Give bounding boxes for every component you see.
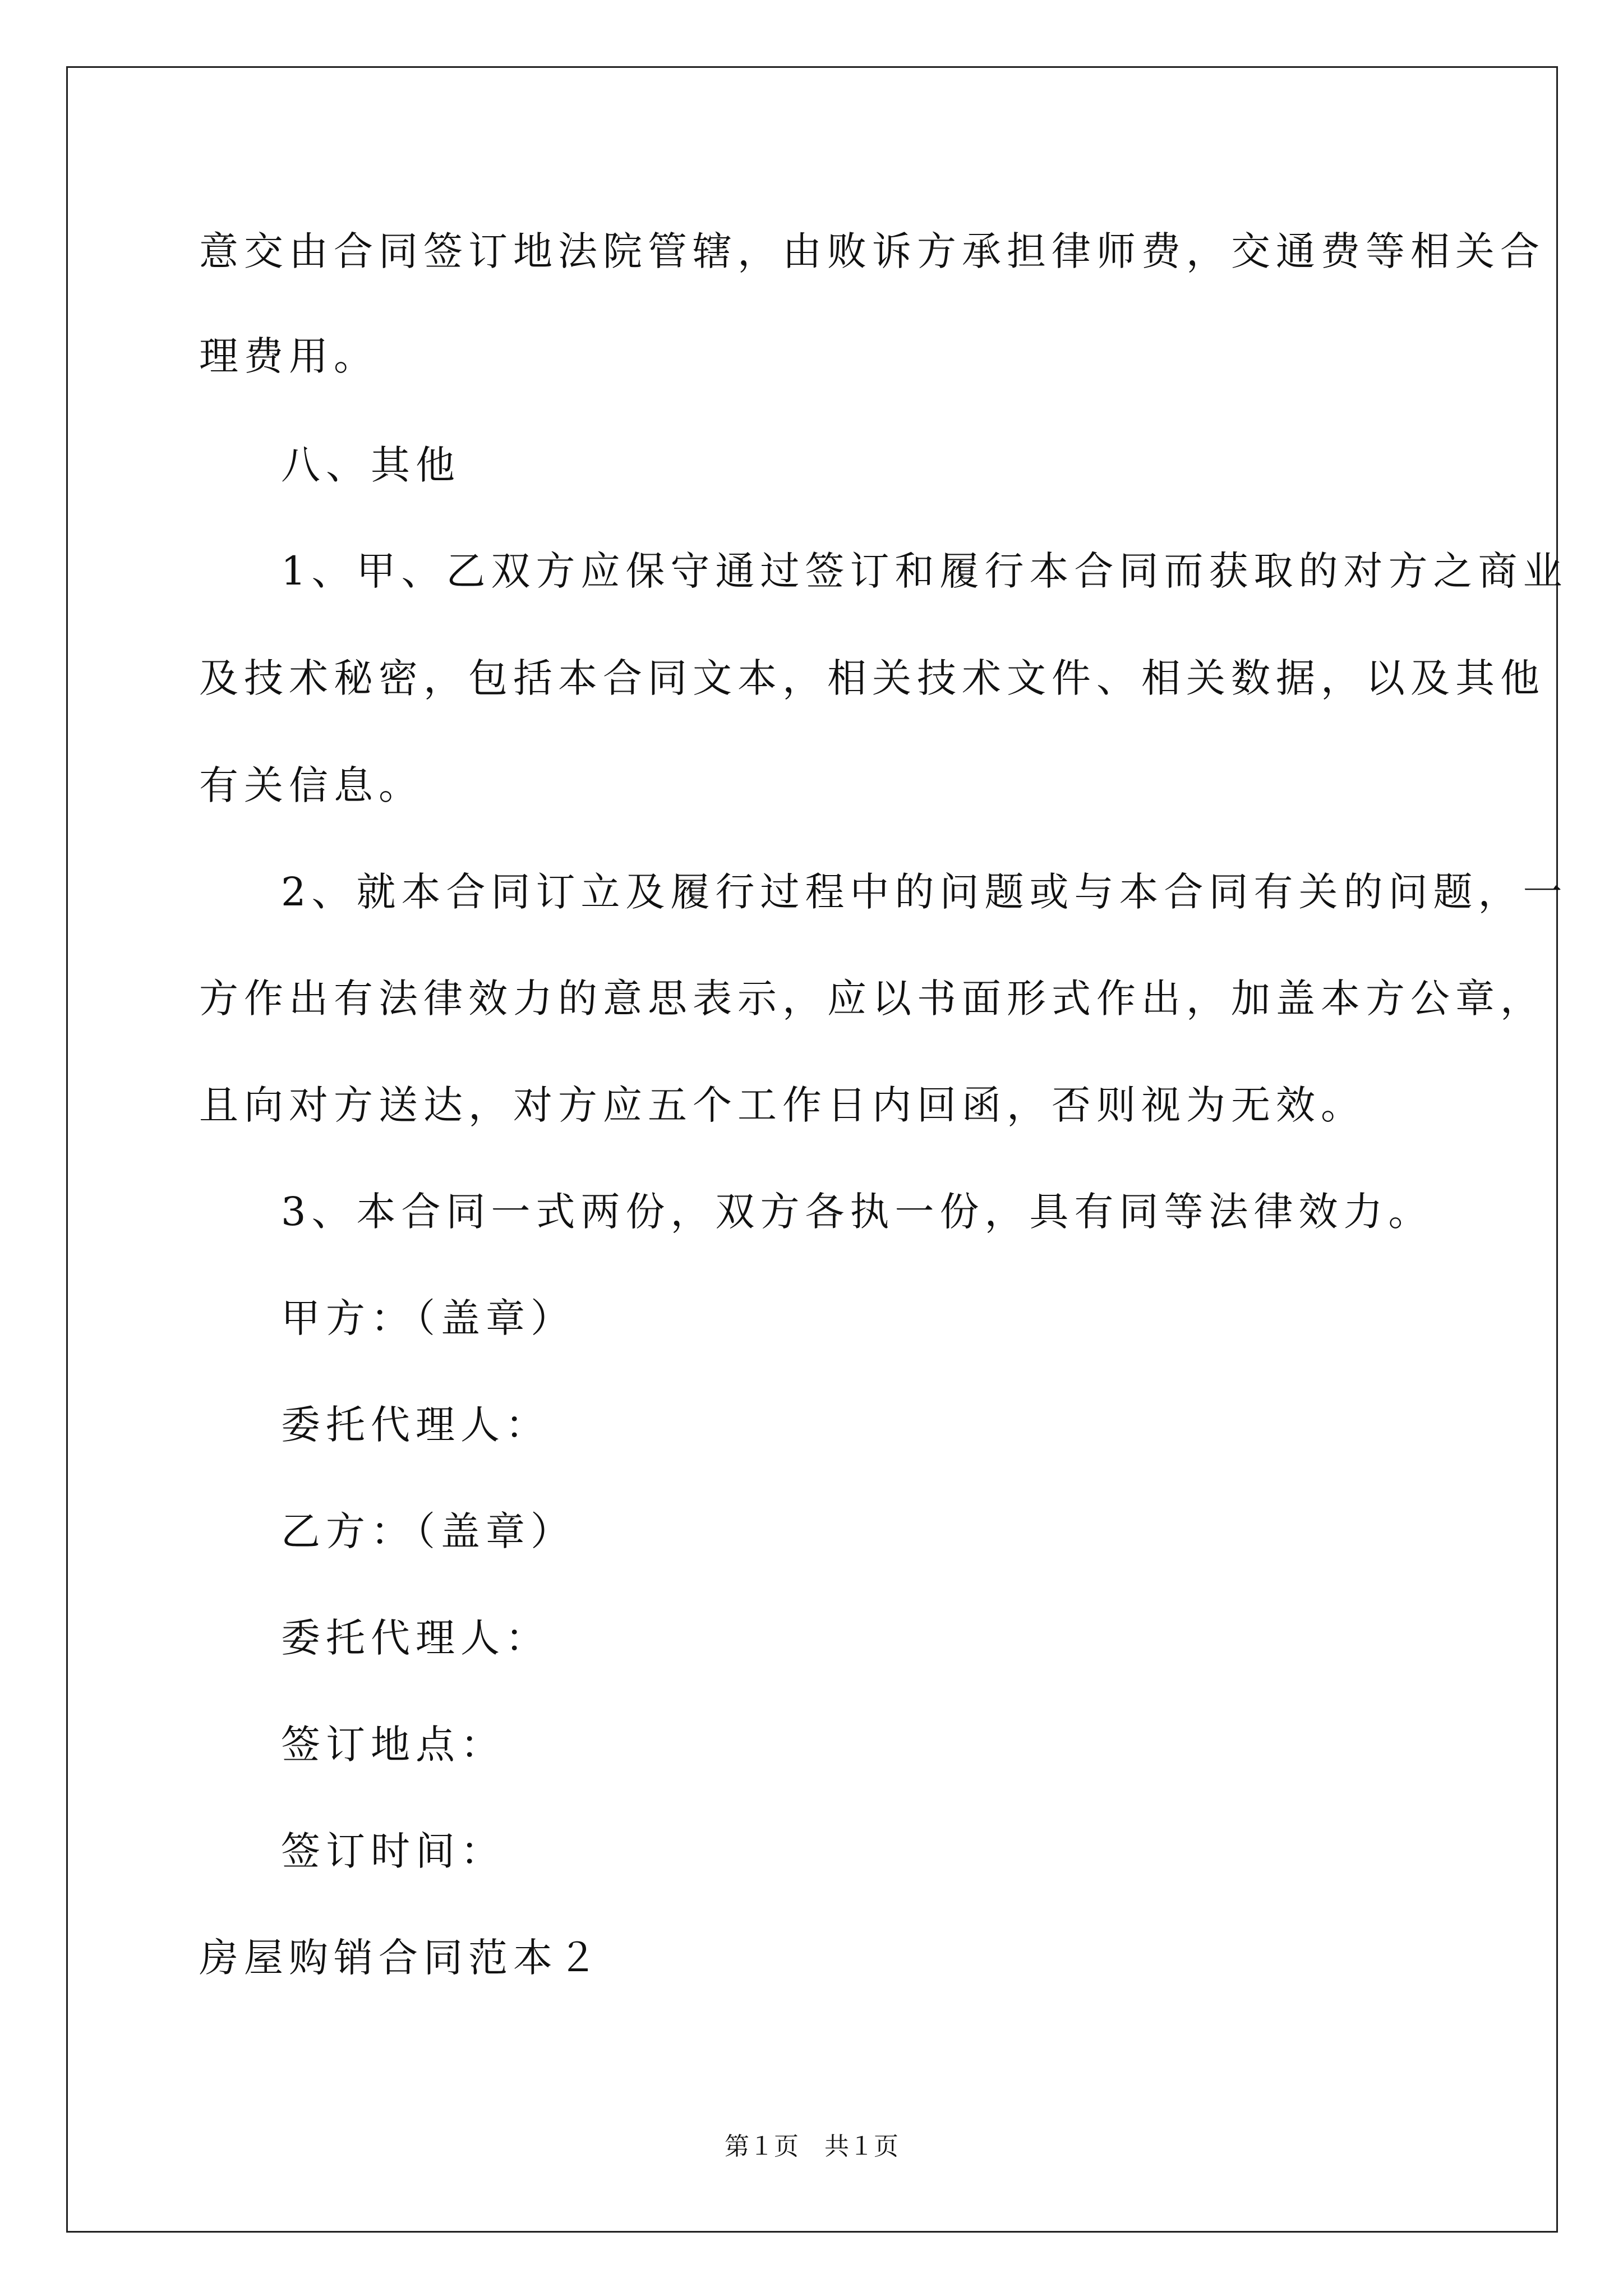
page-border — [66, 66, 1558, 2233]
paragraph-line: 意交由合同签订地法院管辖，由败诉方承担律师费，交通费等相关合 — [199, 228, 1545, 274]
paragraph-line: 方作出有法律效力的意思表示，应以书面形式作出，加盖本方公章， — [199, 976, 1545, 1022]
paragraph-line: 2、就本合同订立及履行过程中的问题或与本合同有关的问题，一 — [281, 869, 1568, 915]
paragraph-line: 及技术秘密，包括本合同文本，相关技术文件、相关数据，以及其他 — [199, 655, 1545, 701]
paragraph-line: 且向对方送达，对方应五个工作日内回函，否则视为无效。 — [199, 1082, 1366, 1128]
paragraph-line: 理费用。 — [199, 333, 379, 379]
signature-party-b: 乙方：（盖章） — [281, 1508, 575, 1554]
signature-agent-b: 委托代理人： — [281, 1615, 550, 1661]
next-contract-title: 房屋购销合同范本２ — [199, 1935, 603, 1981]
signature-agent-a: 委托代理人： — [281, 1402, 550, 1448]
section-heading: 八、其他 — [281, 442, 460, 488]
signature-party-a: 甲方：（盖章） — [281, 1295, 575, 1341]
paragraph-line: 3、本合同一式两份，双方各执一份，具有同等法律效力。 — [281, 1189, 1433, 1235]
paragraph-line: 1、甲、乙双方应保守通过签订和履行本合同而获取的对方之商业 — [281, 548, 1568, 594]
signing-time: 签订时间： — [281, 1828, 505, 1874]
page-number: 第１页 — [725, 2132, 799, 2161]
page-footer — [0, 2134, 1623, 2159]
page-total: 共１页 — [824, 2132, 898, 2161]
paragraph-line: 有关信息。 — [199, 762, 423, 808]
signing-place: 签订地点： — [281, 1722, 505, 1768]
